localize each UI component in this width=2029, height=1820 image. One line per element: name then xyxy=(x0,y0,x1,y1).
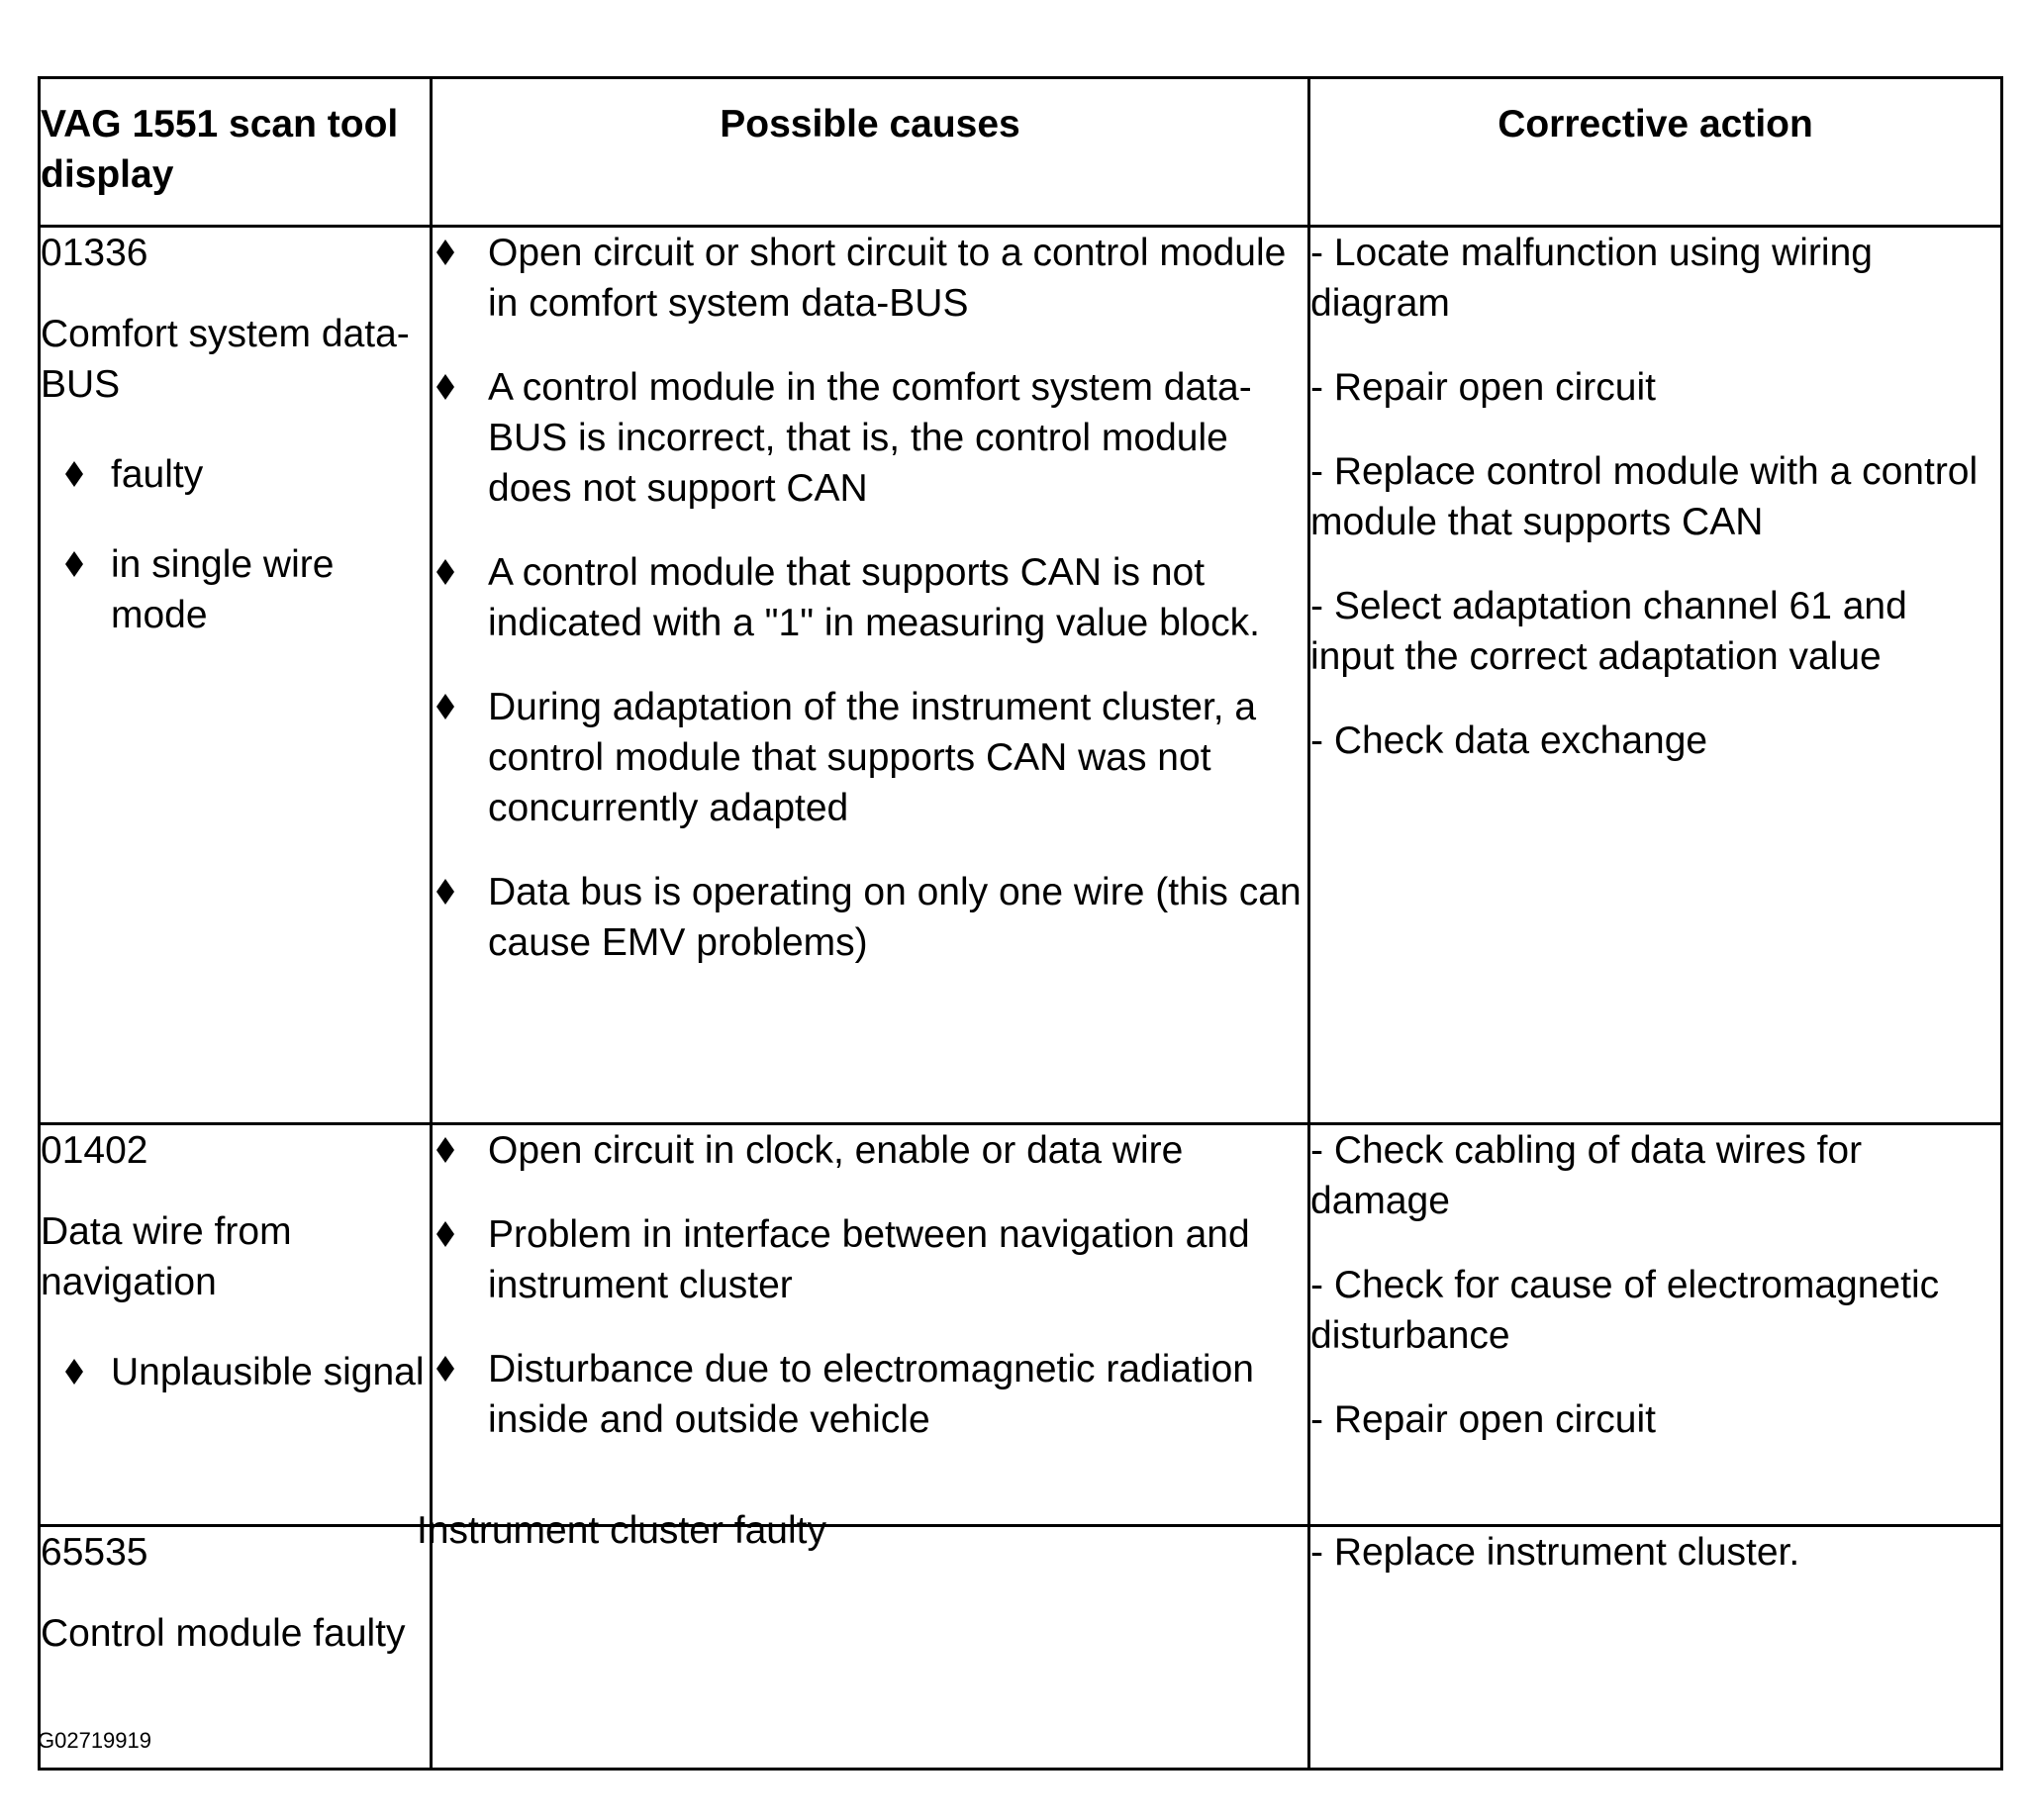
cause-text: Open circuit in clock, enable or data wire xyxy=(488,1129,1184,1172)
cause-text: Disturbance due to electromagnetic radiation inside and outside vehicle xyxy=(488,1348,1254,1441)
fault-code: 01336 xyxy=(41,232,148,274)
cause-item xyxy=(433,362,1307,514)
figure-id: G02719919 xyxy=(38,1728,151,1753)
symptom-item xyxy=(41,539,430,640)
causes-cell xyxy=(432,1124,1309,1526)
symptom-item xyxy=(41,449,430,500)
cause-item xyxy=(433,228,1307,329)
actions-cell xyxy=(1309,1124,2002,1526)
cause-item xyxy=(433,1209,1307,1310)
cause-item xyxy=(433,1125,1307,1176)
table-row xyxy=(40,227,2002,1124)
diamond-bullet-icon xyxy=(433,374,458,400)
fault-code: 65535 xyxy=(41,1531,148,1574)
cause-text: Problem in interface between navigation and instrument cluster xyxy=(488,1213,1250,1306)
causes-cell xyxy=(417,1509,1309,1770)
cause-text: Instrument cluster faulty xyxy=(417,1509,826,1552)
cause-item xyxy=(433,867,1307,968)
action-item: - Repair open circuit xyxy=(1310,366,1656,409)
action-list xyxy=(1310,228,2000,766)
cause-text: A control module that supports CAN is not indicated with a "1" in measuring value block. xyxy=(488,551,1260,644)
display-cell xyxy=(40,1124,432,1526)
symptom-text: faulty xyxy=(111,453,204,496)
cause-item xyxy=(433,1344,1307,1445)
table-row xyxy=(40,1124,2002,1526)
diamond-bullet-icon xyxy=(61,551,87,577)
symptom-text: Unplausible signal xyxy=(111,1351,425,1393)
diamond-bullet-icon xyxy=(433,694,458,719)
symptom-list xyxy=(41,1347,430,1397)
fault-description: Comfort system data-BUS xyxy=(41,313,410,406)
header-possible-causes: Possible causes xyxy=(432,78,1309,227)
diamond-bullet-icon xyxy=(433,1137,458,1163)
symptom-text: in single wire mode xyxy=(111,543,335,636)
action-item: - Check cabling of data wires for damage xyxy=(1310,1129,1863,1222)
cause-item xyxy=(433,547,1307,648)
actions-cell xyxy=(1309,1526,2002,1770)
symptom-item xyxy=(41,1347,430,1397)
action-item: - Repair open circuit xyxy=(1310,1398,1656,1441)
diamond-bullet-icon xyxy=(433,239,458,265)
header-corrective-action: Corrective action xyxy=(1309,78,2002,227)
cause-list xyxy=(433,1125,1307,1445)
causes-cell xyxy=(432,227,1309,1124)
cause-item xyxy=(433,682,1307,833)
diamond-bullet-icon xyxy=(433,559,458,585)
action-item: - Locate malfunction using wiring diagram xyxy=(1310,232,1873,325)
cause-list xyxy=(433,228,1307,968)
header-scan-tool-display: VAG 1551 scan tool display xyxy=(40,78,432,227)
diamond-bullet-icon xyxy=(433,879,458,905)
action-list xyxy=(1310,1125,2000,1445)
header-row xyxy=(40,78,2002,227)
action-item: - Check for cause of electromagnetic disturbance xyxy=(1310,1264,1940,1357)
diamond-bullet-icon xyxy=(433,1356,458,1382)
actions-cell xyxy=(1309,227,2002,1124)
action-list xyxy=(1310,1527,2000,1578)
cause-text: During adaptation of the instrument cluster, a control module that supports CAN was not concurrently adapted xyxy=(488,686,1257,829)
display-cell xyxy=(40,227,432,1124)
diamond-bullet-icon xyxy=(61,461,87,487)
cause-text: Data bus is operating on only one wire (this can cause EMV problems) xyxy=(488,871,1302,964)
action-item: - Replace instrument cluster. xyxy=(1310,1531,1800,1574)
table-row xyxy=(40,1526,2002,1770)
cause-text: Open circuit or short circuit to a control module in comfort system data-BUS xyxy=(488,232,1287,325)
action-item: - Check data exchange xyxy=(1310,719,1708,762)
symptom-list xyxy=(41,449,430,640)
fault-code: 01402 xyxy=(41,1129,148,1172)
action-item: - Replace control module with a control module that supports CAN xyxy=(1310,450,1979,543)
action-item: - Select adaptation channel 61 and input the correct adaptation value xyxy=(1310,585,1907,678)
fault-description: Data wire from navigation xyxy=(41,1210,292,1303)
diagnostic-trouble-code-table xyxy=(38,76,2003,1771)
cause-text: A control module in the comfort system data-BUS is incorrect, that is, the control module does not support CAN xyxy=(488,366,1252,510)
diamond-bullet-icon xyxy=(61,1359,87,1385)
fault-description: Control module faulty xyxy=(41,1612,406,1655)
diamond-bullet-icon xyxy=(433,1221,458,1247)
